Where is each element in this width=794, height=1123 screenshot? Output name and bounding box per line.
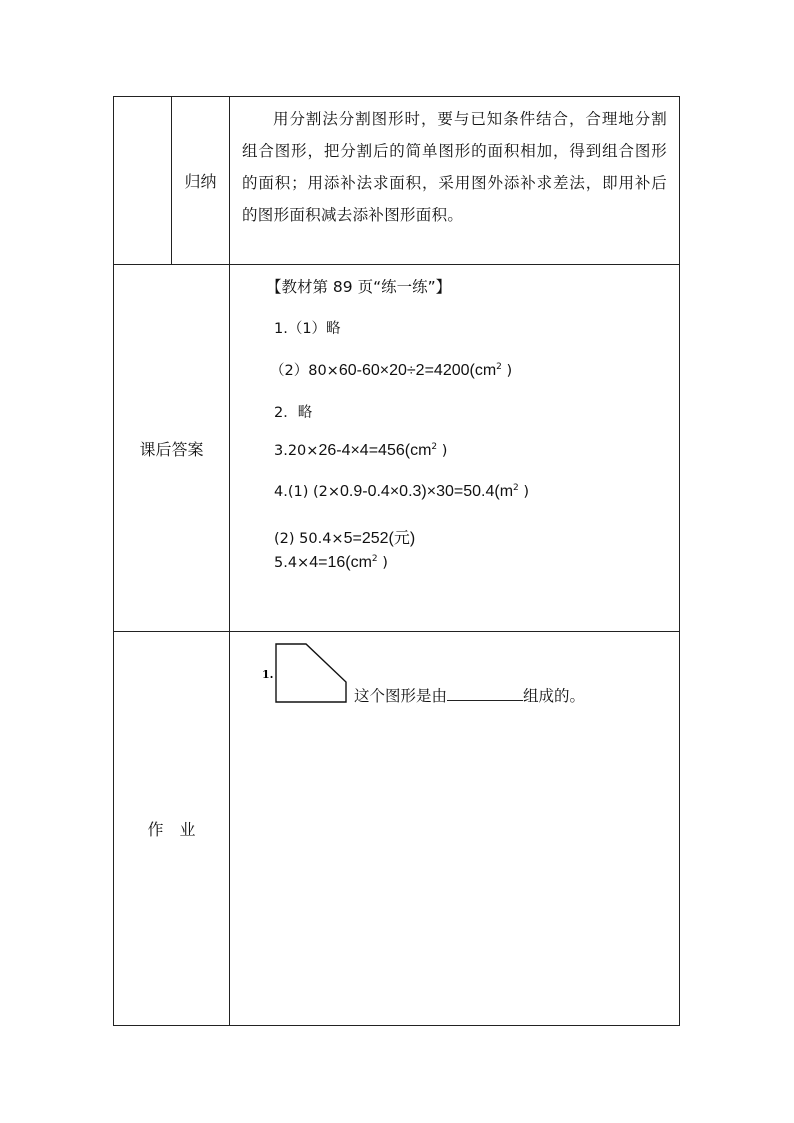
answers-cell bbox=[230, 265, 680, 632]
summary-label-cell bbox=[172, 97, 230, 265]
answer-line-1: 1.（1）略 bbox=[274, 321, 341, 337]
answers-label-cell bbox=[114, 265, 230, 632]
homework-row bbox=[114, 632, 680, 1026]
answer-line-7: $5.4\times 4=16(cm^2$ ) bbox=[274, 554, 388, 571]
answer-line-5: 4.(1) $(2\times 0.9-0.4\times 0.3)\times 30=50.4(m^2$ ) bbox=[274, 483, 530, 500]
lesson-table bbox=[113, 96, 680, 1026]
summary-label: 归纳 bbox=[184, 172, 217, 191]
summary-text: 用分割法分割图形时，要与已知条件结合，合理地分割组合图形，把分割后的简单图形的面积相加，得到组合图形的面积；用添补法求面积，采用图外添补求差法，即用补后的图形面积减去添补图形面积。 bbox=[242, 110, 667, 224]
summary-text-cell bbox=[230, 97, 680, 265]
answers-row bbox=[114, 265, 680, 632]
homework-label: 作 业 bbox=[147, 820, 196, 839]
trapezoid-figure bbox=[260, 638, 390, 718]
homework-item-number: 1. bbox=[262, 668, 274, 681]
homework-question: 这个图形是由 组成的。 bbox=[354, 687, 586, 705]
summary-blank-cell bbox=[114, 97, 172, 265]
answer-line-3: 2．略 bbox=[274, 405, 313, 421]
answer-line-6: (2) 50.4×5=252(元) bbox=[274, 530, 416, 547]
answer-line-4: $3.20\times 26-4\times 4=456(cm^2$ ) bbox=[274, 442, 448, 459]
homework-cell bbox=[230, 632, 680, 1026]
answers-label: 课后答案 bbox=[139, 439, 204, 459]
summary-row bbox=[114, 97, 680, 265]
answers-heading: 【教材第 89 页“练一练”】 bbox=[266, 278, 452, 296]
trapezoid-shape bbox=[276, 644, 346, 702]
answer-blank[interactable] bbox=[447, 686, 523, 701]
answer-line-2: $(2)80\times 60-60\times 20\div 2=4200(cm^2$ ) bbox=[270, 362, 513, 379]
homework-label-cell bbox=[114, 632, 230, 1026]
